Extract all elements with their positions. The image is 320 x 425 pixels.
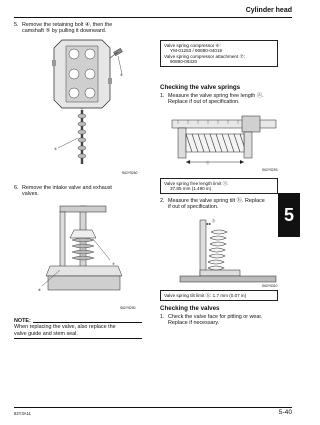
header-rule xyxy=(14,17,292,18)
page-number: 5-40 xyxy=(278,409,292,416)
step-text-line: Remove the intake valve and exhaust xyxy=(22,185,112,191)
tools-line: YM-01253 / 90890-04019 xyxy=(170,48,223,54)
tools-line: Valve spring compressor attachment ⑦: xyxy=(164,53,245,59)
springs-step-1 xyxy=(160,93,286,106)
step-text-line: Check the valve face for pitting or wear. xyxy=(168,314,263,320)
figure-code: S62Y5310 xyxy=(262,284,278,288)
figure-code: S62Y5290 xyxy=(120,306,136,310)
retaining-bolt-illustration xyxy=(110,48,122,58)
section-heading: Checking the valves xyxy=(160,305,220,312)
callout-a: ⓐ xyxy=(206,161,210,165)
valve-removal-figure xyxy=(30,200,142,304)
note-text-line: valve guide and stem seal. xyxy=(14,330,78,337)
step-text-line: Remove the retaining bolt ④, then the xyxy=(22,22,113,28)
step-text-line: valves. xyxy=(22,191,39,198)
camshaft-figure xyxy=(44,38,140,168)
step-number: 5. xyxy=(14,22,19,28)
spring-illustration xyxy=(208,230,227,270)
camshaft-illustration xyxy=(78,108,86,164)
step-5 xyxy=(14,22,142,35)
spring-length-figure xyxy=(168,112,280,174)
step-text-line: if out of specification. xyxy=(168,204,219,211)
step-number: 1. xyxy=(160,314,165,320)
spec-line: Valve spring tilt limit ⓑ: 1.7 mm (0.07 in) xyxy=(164,292,247,298)
spring-tilt-figure xyxy=(176,218,280,286)
step-number: 6. xyxy=(14,185,19,191)
callout-6: ⑥ xyxy=(38,288,41,292)
spec-line: 37.85 mm (1.490 in) xyxy=(170,186,212,192)
figure-code: S62Y5293 xyxy=(262,168,278,172)
doc-code: 62Y3A11 xyxy=(14,411,31,416)
step-number: 1. xyxy=(160,93,165,99)
tools-box xyxy=(160,40,278,67)
step-number: 2. xyxy=(160,198,165,204)
figure-code: S62Y5260 xyxy=(122,171,138,175)
spec-line: Valve spring free length limit ⓐ: xyxy=(164,180,229,186)
spring-illustration xyxy=(186,134,244,152)
spec-box xyxy=(160,290,278,301)
section-title: Cylinder head xyxy=(245,7,292,14)
note-label: NOTE: xyxy=(14,318,31,324)
callout-4: ④ xyxy=(120,73,123,77)
callout-7: ⑦ xyxy=(112,262,115,266)
compressor-illustration xyxy=(46,206,122,290)
chapter-tab: 5 xyxy=(278,193,300,237)
footer-rule xyxy=(14,407,292,408)
step-text-line: Replace if out of specification. xyxy=(168,99,240,106)
step-text-line: Measure the valve spring free length ⓐ. xyxy=(168,93,264,99)
step-text-line: Replace if necessary. xyxy=(168,320,220,327)
springs-step-2 xyxy=(160,198,286,211)
step-6 xyxy=(14,185,142,198)
tools-line: 90890-06320 xyxy=(170,59,198,65)
note xyxy=(14,318,142,339)
callout-5: ⑤ xyxy=(54,147,57,151)
section-heading: Checking the valve springs xyxy=(160,84,241,91)
step-text-line: Measure the valve spring tilt ⓑ. Replace xyxy=(168,198,265,204)
callout-b: ⓑ xyxy=(212,219,216,223)
cylinder-head-illustration xyxy=(52,40,112,108)
step-text-line: camshaft ⑤ by pulling it downward. xyxy=(22,28,107,35)
tools-line: Valve spring compressor ⑥: xyxy=(164,42,221,48)
note-text-line: When replacing the valve, also replace the xyxy=(14,324,116,331)
spec-box xyxy=(160,178,278,194)
valves-step-1 xyxy=(160,314,286,327)
